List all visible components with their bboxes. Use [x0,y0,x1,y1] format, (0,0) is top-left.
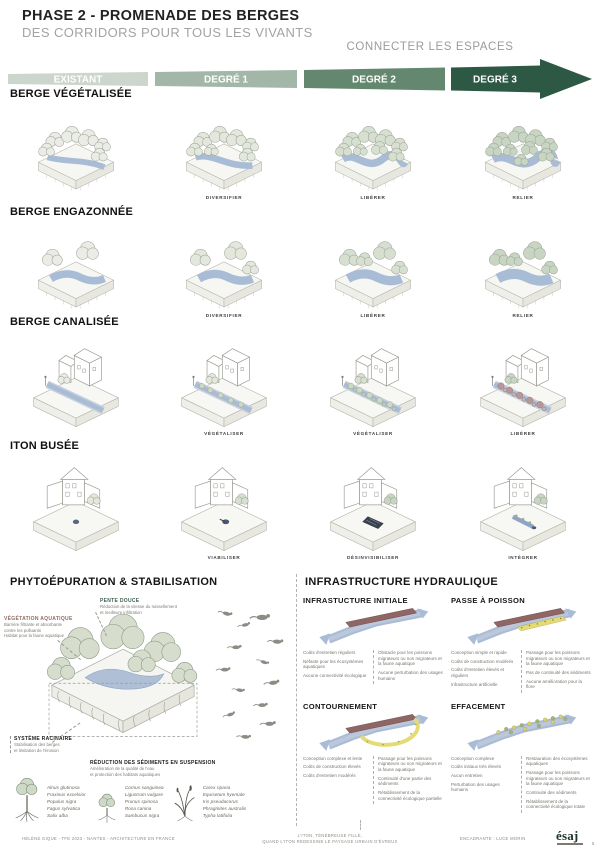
cell-illustration [165,102,283,194]
matrix-row [2,316,598,436]
esaj-logo-rule [557,843,583,845]
plant-palette [10,772,292,826]
cell-illustration [15,330,137,430]
cell-caption: DÉSINVISIBILISER [346,555,400,560]
pros-cons-item: Conception complexe et lente [303,755,363,761]
pros-cons-item: Coûts initiaux très élevés [451,764,502,770]
callout-title: SYSTÈME RACINAIRE [14,736,73,742]
cell-caption: DIVERSIFIER [205,195,243,200]
callout-title: RÉDUCTION DES SÉDIMENTS EN SUSPENSION [90,760,216,766]
species-name: Carex riparia [202,785,231,790]
pros-cons-item: Coûts d'entretien élevés et réguliers [451,667,505,678]
berge-cell [2,330,150,436]
pros-cons-columns [303,756,449,804]
footer-project-line2: QUAND L'ITON REDESSINE LE PAYSAGE URBAIN D'ÉVREUX [262,838,398,844]
berge-cell [448,454,598,560]
pros-cons-column-right [373,756,444,804]
phyto-callout [4,616,100,638]
pros-cons-item: Conception complexe [451,755,495,761]
cell-illustration [462,330,584,430]
pros-cons-columns [303,650,449,684]
callout-line: contre les polluants [4,627,42,633]
plant-icon [92,784,122,826]
cell-caption: DIVERSIFIER [205,313,243,318]
pros-cons-column-left [451,756,517,813]
pros-cons-item: Passage pour les poissons migrateurs ou non migrateurs et la faune aquatique [526,770,590,787]
stage-label-degre1: DEGRÉ 1 [204,74,248,86]
callout-line: Réduction de la vitesse du ruissellement [100,604,177,610]
hydro-block [303,702,449,813]
species-name: Cornus sanguinea [124,785,164,790]
species-name: Iris pseudacorus [202,799,239,804]
phyto-section-heading: PHYTOÉPURATION & STABILISATION [10,576,218,588]
pros-cons-column-left [451,650,517,693]
pros-cons-item: Obstacle pour les poissons migrateurs ou non migrateurs et la faune aquatique [378,650,442,667]
species-name: Fraxinus excelsior [47,792,86,797]
cell-illustration [314,220,432,312]
matrix-row [2,206,598,318]
pros-cons-columns [451,650,597,693]
hydro-section-heading: INFRASTRUCTURE HYDRAULIQUE [305,576,498,588]
berge-cell [150,102,298,200]
row-heading: BERGE CANALISÉE [10,316,119,328]
cell-caption: RELIER [512,195,534,200]
row-cells [2,220,598,318]
callout-line: Habitat pour la faune aquatique [4,632,64,638]
pros-cons-item: Coûts d'entretien réguliers [303,650,356,655]
pros-cons-item: Aucun entretien [451,773,483,778]
arrow-caption: CONNECTER LES ESPACES [346,41,514,53]
pros-cons-item: Pas de continuité des sédiments [526,669,591,675]
pros-cons-item: Coûts de construction modérés [451,658,514,664]
plant-icon [10,772,44,826]
pros-cons-item: Coûts de construction élevés [303,764,361,770]
matrix-row [2,88,598,200]
callout-line: et protection des habitats aquatiques [90,771,161,777]
stage-label-degre3: DEGRÉ 3 [473,74,517,86]
cell-illustration [163,330,285,430]
berge-cell [2,102,150,200]
pros-cons-column-left [303,650,369,684]
row-heading: BERGE VÉGÉTALISÉE [10,88,132,100]
hydro-diagram [303,606,449,648]
hydro-block-title: CONTOURNEMENT [303,701,378,711]
stage-label-degre2: DEGRÉ 2 [352,74,396,86]
cell-caption: VÉGÉTALISER [353,431,393,436]
plant-list [203,785,247,820]
berge-cell [298,102,448,200]
berge-cell [2,220,150,318]
berge-cell [448,330,598,436]
berge-cell [298,454,448,560]
berge-cell [150,454,298,560]
cell-illustration [15,454,137,554]
cell-illustration [165,220,283,312]
hydro-block-title: EFFACEMENT [451,701,506,711]
plant-list [125,785,164,820]
species-name: Rosa canina [124,806,152,811]
row-cells [2,330,598,436]
cell-illustration [314,102,432,194]
hydro-diagram [303,712,449,754]
species-name: Populus nigra [47,799,77,804]
callout-line: et meilleure infiltration [100,609,142,615]
hydro-diagram [451,712,597,754]
cell-illustration [312,454,434,554]
page-number: 8 [592,841,595,846]
cell-caption: VÉGÉTALISER [204,431,244,436]
cell-caption: LIBÉRER [360,195,386,200]
pros-cons-column-left [303,756,369,804]
cell-illustration [17,102,135,194]
pros-cons-item: Aucune amélioration pour la flore [526,678,583,690]
plant-group [92,772,164,826]
fauna-silhouettes [208,600,292,758]
phyto-callout [100,598,218,615]
pros-cons-item: Néfaste pour les écosystèmes aquatiques [303,658,364,670]
section-divider [296,574,297,826]
plant-group [10,772,86,826]
species-name: Alnus glutinosa [47,785,80,790]
hydro-blocks [303,596,597,813]
plant-group [170,772,247,826]
pros-cons-item: Aucune perturbation des usages humains [378,669,443,681]
matrix-row [2,440,598,560]
pros-cons-item: Passage pour les poissons migrateurs ou non migrateurs et la faune aquatique [378,755,442,772]
pros-cons-item: Perturbation des usages humains [451,781,500,793]
pros-cons-item: Aucune connectivité écologique [303,672,367,678]
footer-advisor: ENCADRANTE : LUCE MORIN [460,836,526,841]
species-name: Ligustrum vulgare [124,792,164,797]
pros-cons-item: Infrastructure artificielle [451,681,498,687]
row-heading: BERGE ENGAZONNÉE [10,206,133,218]
cell-caption: RELIER [512,313,534,318]
berge-cell [448,220,598,318]
species-name: Salix alba [47,813,68,818]
cell-illustration [464,102,582,194]
berge-cell [298,220,448,318]
pros-cons-column-right [373,650,444,684]
pros-cons-item: Continuité des sédiments [526,789,577,795]
callout-line: Barrière filtrante et absorbante [4,622,63,628]
callout-title: PENTE DOUCE [100,598,140,604]
pros-cons-column-right [521,650,592,693]
species-name: Phragmites australis [202,806,247,811]
row-cells [2,102,598,200]
cell-caption: INTÉGRER [508,555,538,560]
pros-cons-item: Continuité d'une partie des sédiments [378,775,432,787]
callout-line: Stabilisation des berges [14,742,60,748]
cell-illustration [462,454,584,554]
callout-line: Amélioration de la qualité de l'eau [90,766,155,772]
stage-label-existant: EXISTANT [53,74,103,86]
cell-illustration [163,454,285,554]
pros-cons-item: Passage pour les poissons migrateurs ou non migrateurs et la faune aquatique [526,650,590,667]
callout-title: VÉGÉTATION AQUATIQUE [4,616,73,622]
species-name: Prunus spinosa [124,799,158,804]
pros-cons-item: Coûts d'entretien modérés [303,773,356,778]
species-name: Fagus sylvatica [47,806,81,811]
hydro-block [303,596,449,693]
row-heading: ITON BUSÉE [10,440,80,452]
row-cells [2,454,598,560]
species-name: Equisetum hyemale [202,792,245,797]
page-title: PHASE 2 - PROMENADE DES BERGES [22,8,300,24]
page-subtitle: DES CORRIDORS POUR TOUS LES VIVANTS [22,25,313,40]
cell-caption: LIBÉRER [510,431,536,436]
pros-cons-item: Conception simple et rapide [451,650,507,655]
pros-cons-column-right [521,756,592,813]
plant-icon [170,782,200,826]
pros-cons-item: Rétablissement de la connectivité écologique totale [526,798,586,810]
hydro-block [451,702,597,813]
cell-illustration [17,220,135,312]
pros-cons-item: Rétablissement de la connectivité écologique partielle [378,789,442,801]
species-name: Typha latifolia [202,813,233,818]
berge-cell [2,454,150,560]
cell-caption: VIABILISER [207,555,241,560]
hydro-block-title: INFRASTUCTURE INITIALE [303,596,408,605]
berge-cell [150,220,298,318]
cell-illustration [464,220,582,312]
cell-caption: LIBÉRER [360,313,386,318]
plant-list [47,785,86,820]
footer-credit: HÉLÈNE GIQUE - TFE 2023 - NANTES - ARCHITECTURE EN FRANCE [22,836,175,841]
berge-cell [150,330,298,436]
berge-cell [448,102,598,200]
pros-cons-columns [451,756,597,813]
esaj-logo: ésaj [556,828,579,843]
berge-cell [298,330,448,436]
hydro-block-title: PASSE À POISSON [451,596,525,605]
hydro-diagram [451,606,597,648]
species-name: Sambucus nigra [124,813,160,818]
callout-line: et limitation de l'érosion [14,747,59,753]
footer-project-line1: L'ITON, TÉNÉBREUSE FILLE, [297,833,363,838]
footer-tick [360,820,361,830]
pros-cons-item: Restauration des écosystèmes aquatiques [526,755,588,767]
footer-project [230,833,430,845]
hydro-block [451,596,597,693]
cell-illustration [312,330,434,430]
